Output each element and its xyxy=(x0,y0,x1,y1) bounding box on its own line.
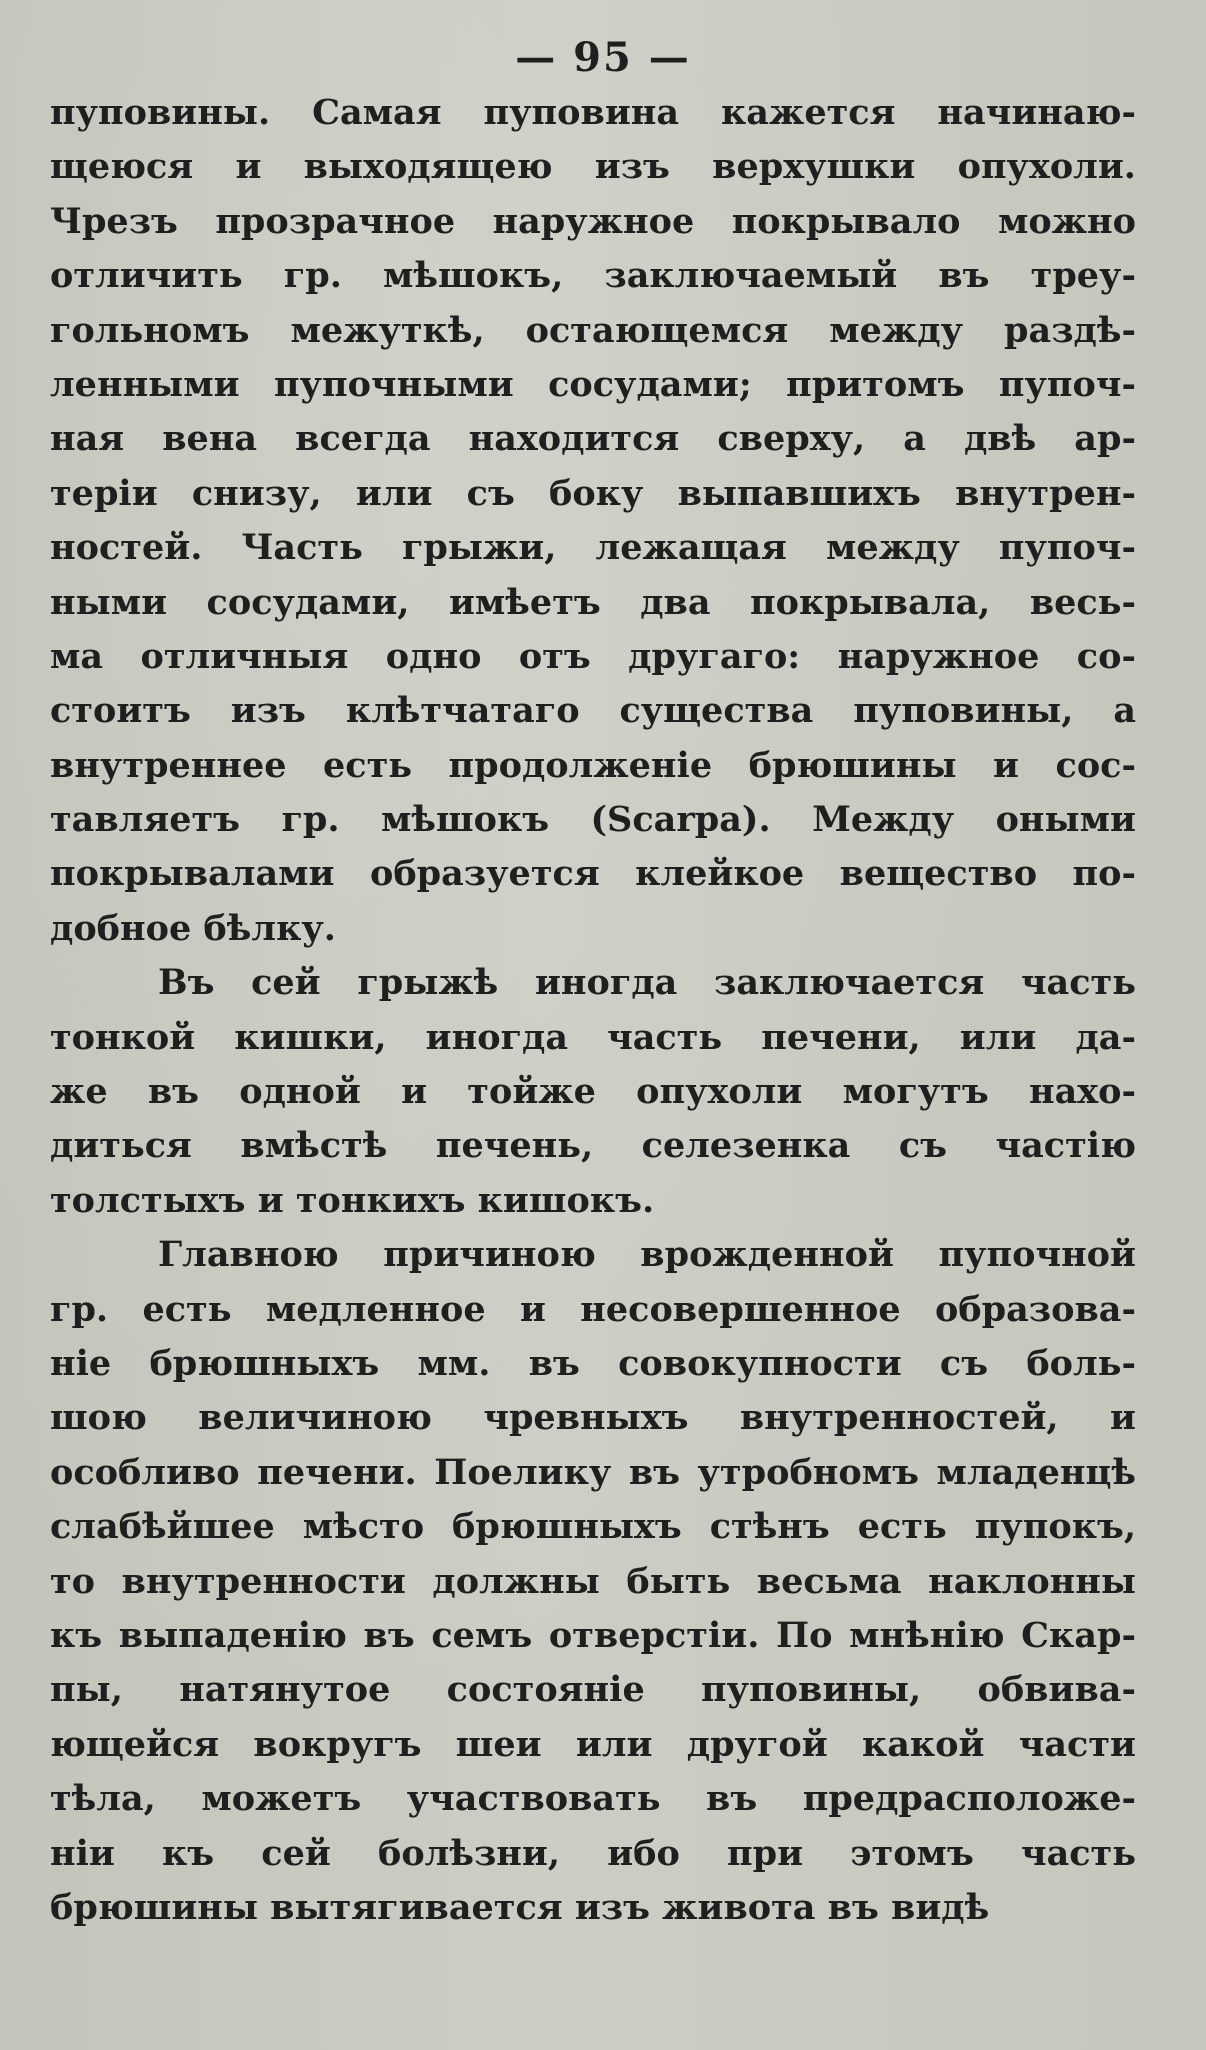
text-line: ніе брюшныхъ мм. въ совокупности съ боль- xyxy=(50,1342,1136,1384)
text-line: гр. есть медленное и несовершенное образова- xyxy=(50,1288,1136,1330)
text-line: то внутренности должны быть весьма наклонны xyxy=(50,1560,1136,1602)
paragraph xyxy=(50,956,1136,1228)
text-line: особливо печени. Поелику въ утробномъ младенцѣ xyxy=(50,1451,1136,1493)
text-line: стоитъ изъ клѣтчатаго существа пуповины, а xyxy=(50,690,1136,732)
text-line: къ выпаденію въ семъ отверстіи. По мнѣнію Скар- xyxy=(50,1614,1136,1656)
text-line: же въ одной и тойже опухоли могутъ нахо- xyxy=(50,1071,1136,1113)
text-line: тавляетъ гр. мѣшокъ (Scarpa). Между оными xyxy=(50,799,1136,841)
paragraph xyxy=(50,1228,1136,1935)
text-line: ленными пупочными сосудами; притомъ пупоч- xyxy=(50,363,1136,405)
page-number: — 95 — xyxy=(515,34,691,81)
text-line: ма отличныя одно отъ другаго: наружное со- xyxy=(50,635,1136,677)
text-line: ющейся вокругъ шеи или другой какой части xyxy=(50,1723,1136,1765)
text-line: Въ сей грыжѣ иногда заключается часть xyxy=(158,962,1136,1004)
text-line: гольномъ межуткѣ, остающемся между раздѣ- xyxy=(50,309,1136,351)
text-line: отличить гр. мѣшокъ, заключаемый въ треу- xyxy=(50,255,1136,297)
text-line: щеюся и выходящею изъ верхушки опухоли. xyxy=(50,146,1136,188)
text-line: брюшины вытягивается изъ живота въ видѣ xyxy=(50,1886,990,1928)
text-line: тѣла, можетъ участвовать въ предрасположе- xyxy=(50,1778,1136,1820)
text-line: ная вена всегда находится сверху, а двѣ ар- xyxy=(50,418,1136,460)
text-line: ными сосудами, имѣетъ два покрывала, весь- xyxy=(50,581,1136,623)
text-line: теріи снизу, или съ боку выпавшихъ внутрен- xyxy=(50,472,1136,514)
text-line: Главною причиною врожденной пупочной xyxy=(158,1234,1136,1276)
text-line: добное бѣлку. xyxy=(50,907,336,949)
paragraph xyxy=(50,86,1136,956)
text-line: толстыхъ и тонкихъ кишокъ. xyxy=(50,1179,655,1221)
text-line: ностей. Часть грыжи, лежащая между пупоч- xyxy=(50,527,1136,569)
text-line: слабѣйшее мѣсто брюшныхъ стѣнъ есть пупокъ, xyxy=(50,1506,1136,1548)
text-line: шою величиною чревныхъ внутренностей, и xyxy=(50,1397,1136,1439)
text-line: тонкой кишки, иногда часть печени, или да- xyxy=(50,1016,1136,1058)
text-line: покрывалами образуется клейкое вещество по- xyxy=(50,853,1136,895)
text-line: пы, натянутое состояніе пуповины, обвива- xyxy=(50,1669,1136,1711)
text-line: диться вмѣстѣ печень, селезенка съ частію xyxy=(50,1125,1136,1167)
text-line: внутреннее есть продолженіе брюшины и сос- xyxy=(50,744,1136,786)
text-line: ніи къ сей болѣзни, ибо при этомъ часть xyxy=(50,1832,1136,1874)
text-line: пуповины. Самая пуповина кажется начинаю- xyxy=(50,92,1136,133)
body-text xyxy=(50,86,1136,1935)
text-line: Чрезъ прозрачное наружное покрывало можно xyxy=(50,200,1136,242)
